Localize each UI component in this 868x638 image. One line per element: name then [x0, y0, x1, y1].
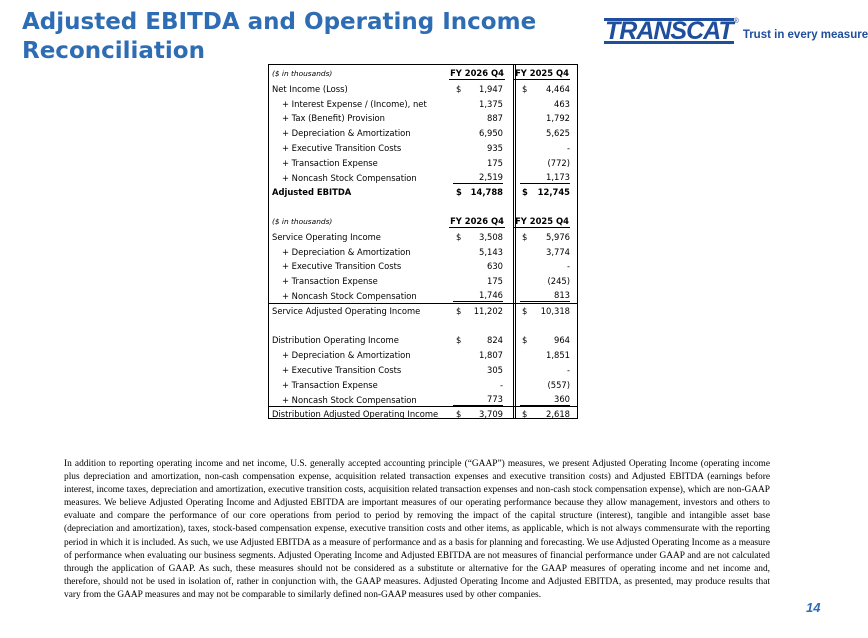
value-fy2026-q4: 2,519 — [453, 171, 503, 184]
currency-symbol: $ — [522, 305, 528, 316]
row-label: + Noncash Stock Compensation — [282, 394, 417, 405]
value-fy2025-q4: 3,774 — [546, 246, 570, 257]
currency-symbol: $ — [522, 187, 528, 198]
value-fy2026-q4: 305 — [487, 365, 503, 375]
value-fy2025-q4: 5,976 — [546, 231, 570, 242]
table-row — [269, 141, 577, 155]
total-rule — [269, 303, 577, 304]
value-fy2026-q4: 773 — [453, 393, 503, 406]
value-fy2026-q4: 630 — [487, 261, 503, 272]
reconciliation-table — [268, 64, 578, 419]
value-fy2025-q4: 964 — [554, 335, 570, 346]
value-fy2026-q4: 1,375 — [479, 98, 503, 109]
row-label: + Transaction Expense — [282, 379, 378, 390]
value-fy2025-q4: - — [566, 261, 570, 272]
value-fy2026-q4: 11,202 — [473, 305, 503, 316]
row-label: Adjusted EBITDA — [272, 187, 352, 198]
row-label: Distribution Operating Income — [272, 335, 399, 346]
value-fy2025-q4: 10,318 — [540, 305, 570, 316]
col-header-fy2026-q4: FY 2026 Q4 — [450, 68, 504, 78]
table-total-row — [269, 407, 577, 421]
units-label: ($ in thousands) — [272, 217, 333, 226]
value-fy2025-q4: 4,464 — [546, 83, 570, 94]
value-fy2025-q4: 5,625 — [546, 128, 570, 139]
row-label: + Depreciation & Amortization — [282, 246, 411, 257]
value-fy2026-q4: 6,950 — [479, 128, 503, 139]
value-fy2025-q4: (557) — [547, 379, 570, 390]
row-label: + Depreciation & Amortization — [282, 350, 411, 361]
table-row — [269, 363, 577, 377]
currency-symbol: $ — [522, 409, 528, 420]
value-fy2026-q4: 1,947 — [479, 83, 503, 94]
value-fy2025-q4: 1,173 — [520, 171, 570, 184]
value-fy2026-q4: 1,807 — [479, 350, 503, 361]
currency-symbol: $ — [456, 187, 462, 198]
row-label: Net Income (Loss) — [272, 83, 348, 94]
table-row — [269, 245, 577, 259]
row-label: + Tax (Benefit) Provision — [282, 113, 385, 124]
value-fy2025-q4: 813 — [520, 289, 570, 302]
row-label: + Executive Transition Costs — [282, 143, 402, 153]
value-fy2026-q4: - — [499, 379, 503, 390]
value-fy2026-q4: 3,508 — [479, 231, 503, 242]
col-header-fy2025-q4: FY 2025 Q4 — [515, 216, 569, 226]
value-fy2025-q4: 12,745 — [537, 187, 570, 198]
table-row — [269, 348, 577, 362]
col-header-fy2026-q4: FY 2026 Q4 — [450, 216, 504, 226]
currency-symbol: $ — [522, 335, 528, 346]
row-label: + Interest Expense / (Income), net — [282, 98, 427, 109]
value-fy2026-q4: 175 — [487, 276, 503, 287]
value-fy2025-q4: 463 — [554, 98, 570, 109]
currency-symbol: $ — [456, 409, 462, 420]
table-row — [269, 97, 577, 111]
logo-wordmark: TRANSCAT — [605, 17, 733, 45]
col-header-fy2025-q4: FY 2025 Q4 — [515, 68, 569, 78]
value-fy2025-q4: - — [566, 143, 570, 153]
table-row — [269, 378, 577, 392]
total-rule — [269, 406, 577, 407]
row-label: + Noncash Stock Compensation — [282, 172, 417, 183]
row-label: Service Adjusted Operating Income — [272, 305, 421, 316]
currency-symbol: $ — [456, 305, 462, 316]
value-fy2025-q4: (245) — [547, 276, 570, 287]
value-fy2025-q4: 360 — [520, 393, 570, 406]
row-label: + Executive Transition Costs — [282, 365, 402, 375]
currency-symbol: $ — [522, 83, 528, 94]
table-header-row — [269, 67, 577, 81]
row-label: + Executive Transition Costs — [282, 261, 402, 272]
currency-symbol: $ — [456, 231, 462, 242]
table-row — [269, 274, 577, 288]
table-row — [269, 333, 577, 347]
currency-symbol: $ — [522, 231, 528, 242]
value-fy2026-q4: 1,746 — [453, 289, 503, 302]
value-fy2026-q4: 14,788 — [470, 187, 503, 198]
row-label: + Transaction Expense — [282, 276, 378, 287]
units-label: ($ in thousands) — [272, 69, 333, 78]
row-label: + Depreciation & Amortization — [282, 128, 411, 139]
table-header-row — [269, 215, 577, 229]
currency-symbol: $ — [456, 83, 462, 94]
table-row — [269, 171, 577, 185]
value-fy2026-q4: 824 — [487, 335, 503, 346]
table-row — [269, 259, 577, 273]
row-label: + Transaction Expense — [282, 157, 378, 168]
table-row — [269, 156, 577, 170]
currency-symbol: $ — [456, 335, 462, 346]
row-label: Service Operating Income — [272, 231, 381, 242]
table-row — [269, 289, 577, 303]
row-label: Distribution Adjusted Operating Income — [272, 409, 439, 420]
value-fy2025-q4: 1,851 — [546, 350, 570, 361]
page-number: 14 — [806, 600, 821, 615]
value-fy2025-q4: (772) — [547, 157, 570, 168]
value-fy2025-q4: - — [566, 365, 570, 375]
page-title: Adjusted EBITDA and Operating Income Reconciliation — [22, 9, 537, 64]
row-label: + Noncash Stock Compensation — [282, 291, 417, 301]
value-fy2026-q4: 3,709 — [479, 409, 503, 420]
value-fy2026-q4: 935 — [487, 143, 503, 153]
value-fy2025-q4: 1,792 — [546, 113, 570, 124]
value-fy2026-q4: 5,143 — [479, 246, 503, 257]
table-total-row — [269, 185, 577, 199]
transcat-logo — [604, 16, 868, 46]
value-fy2025-q4: 2,618 — [546, 409, 570, 420]
table-row — [269, 230, 577, 244]
logo-registered-mark: ® — [733, 18, 739, 25]
table-row — [269, 111, 577, 125]
table-total-row — [269, 304, 577, 318]
table-row — [269, 126, 577, 140]
logo-tagline: Trust in every measure — [742, 29, 868, 41]
value-fy2026-q4: 887 — [487, 113, 503, 124]
value-fy2026-q4: 175 — [487, 157, 503, 168]
non-gaap-disclosure-paragraph: In addition to reporting operating income and net income, U.S. generally accepted accounting principle (“GAAP”) measures, we present Adjusted Operating Income (operating income plus depreciation and amortization, non-cash compensation expense, acquisition related transaction expenses and executive transition costs) and Adjusted EBITDA (earnings before interest, income taxes, depreciation and amortization, executive transition costs, acquisition related transaction expenses and non-cash stock compensation expense), which are non-GAAP measures. We believe Adjusted Operating Income and Adjusted EBITDA are important measures of our operating performance because they allow management, investors and others to evaluate and compare the performance of our core operations from period to period by removing the impact of the capital structure (interest), tangible and intangible asset base (depreciation and amortization), taxes, stock-based compensation expense, executive transition costs and other items, as applicable, which is not always commensurate with the reporting period in which it is included. As such, we use Adjusted EBITDA as a measure of performance and as a basis for planning and forecasting. We use Adjusted Operating Income as a measure of performance when evaluating our business segments. Adjusted Operating Income and Adjusted EBITDA are not measures of financial performance under GAAP and are not calculated through the application of GAAP. As such, these measures should not be considered as a substitute or alternative for the GAAP measures of operating income and net income and, therefore, should not be used in isolation of, rather in conjunction with, the GAAP measures. Adjusted Operating Income and Adjusted EBITDA, as presented, may produce results that vary from the GAAP measures and may not be comparable to similarly defined non-GAAP measures used by other companies. — [64, 459, 770, 600]
table-row — [269, 393, 577, 407]
table-row — [269, 82, 577, 96]
